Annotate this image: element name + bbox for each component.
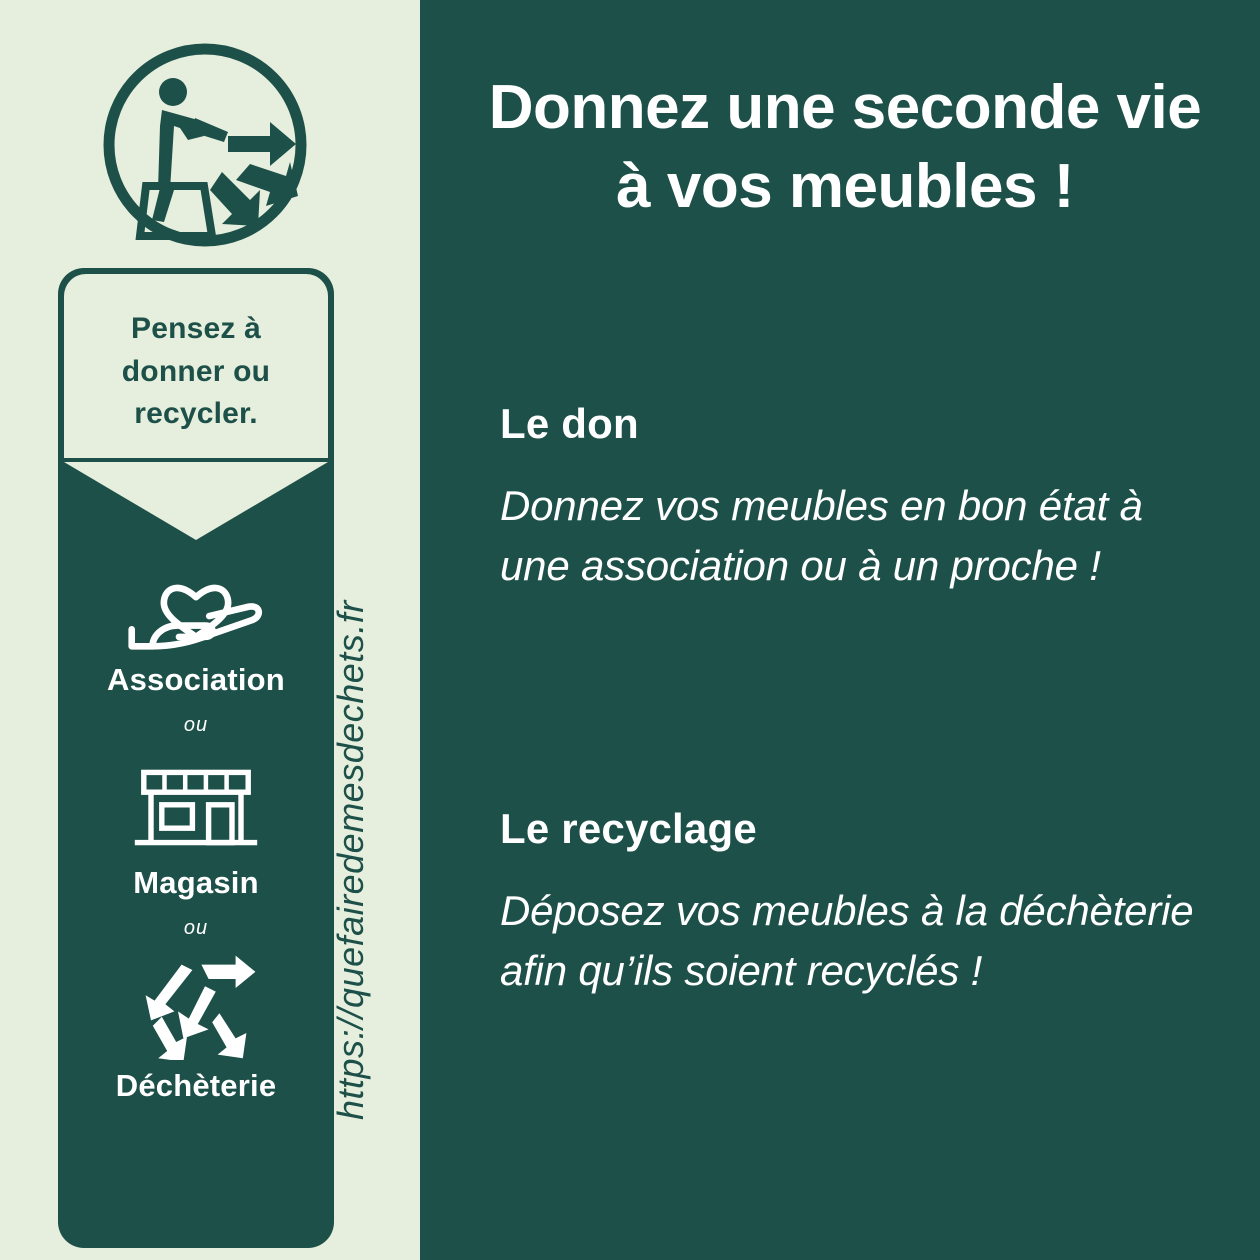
callout-line-3: recycler. (134, 397, 258, 431)
callout-tail (64, 462, 328, 540)
step-label-decheterie: Déchèterie (115, 1068, 277, 1103)
section-body-recyclage: Déposez vos meubles à la déchèterie afin qu’ils soient recyclés ! (500, 887, 1194, 994)
hand-heart-icon (58, 548, 334, 652)
step-magasin (58, 751, 334, 901)
recycling-person-icon (100, 40, 310, 250)
section-le-recyclage (500, 805, 1210, 1000)
step-separator-2: ou (183, 917, 209, 939)
step-association (58, 548, 334, 698)
step-separator-1: ou (183, 714, 209, 736)
step-label-association: Association (107, 662, 285, 697)
step-decheterie (58, 954, 334, 1104)
page-title (450, 68, 1240, 227)
section-body-don: Donnez vos meubles en bon état à une association ou à un proche ! (500, 482, 1143, 589)
section-title-recyclage: Le recyclage (500, 805, 757, 852)
recycling-arrows-icon (58, 954, 334, 1058)
shop-icon (58, 751, 334, 855)
section-le-don (500, 400, 1210, 595)
step-label-magasin: Magasin (133, 865, 259, 900)
headline-line-2: à vos meubles ! (616, 152, 1074, 222)
callout-line-1: Pensez à (130, 312, 261, 345)
website-url[interactable]: https://quefairedemesdechets.fr (330, 600, 371, 1120)
callout-box (64, 274, 328, 458)
headline-line-1: Donnez une seconde vie (488, 73, 1202, 142)
callout-line-2: donner ou (121, 354, 271, 388)
steps-list (58, 548, 334, 1108)
section-title-don: Le don (500, 400, 639, 447)
